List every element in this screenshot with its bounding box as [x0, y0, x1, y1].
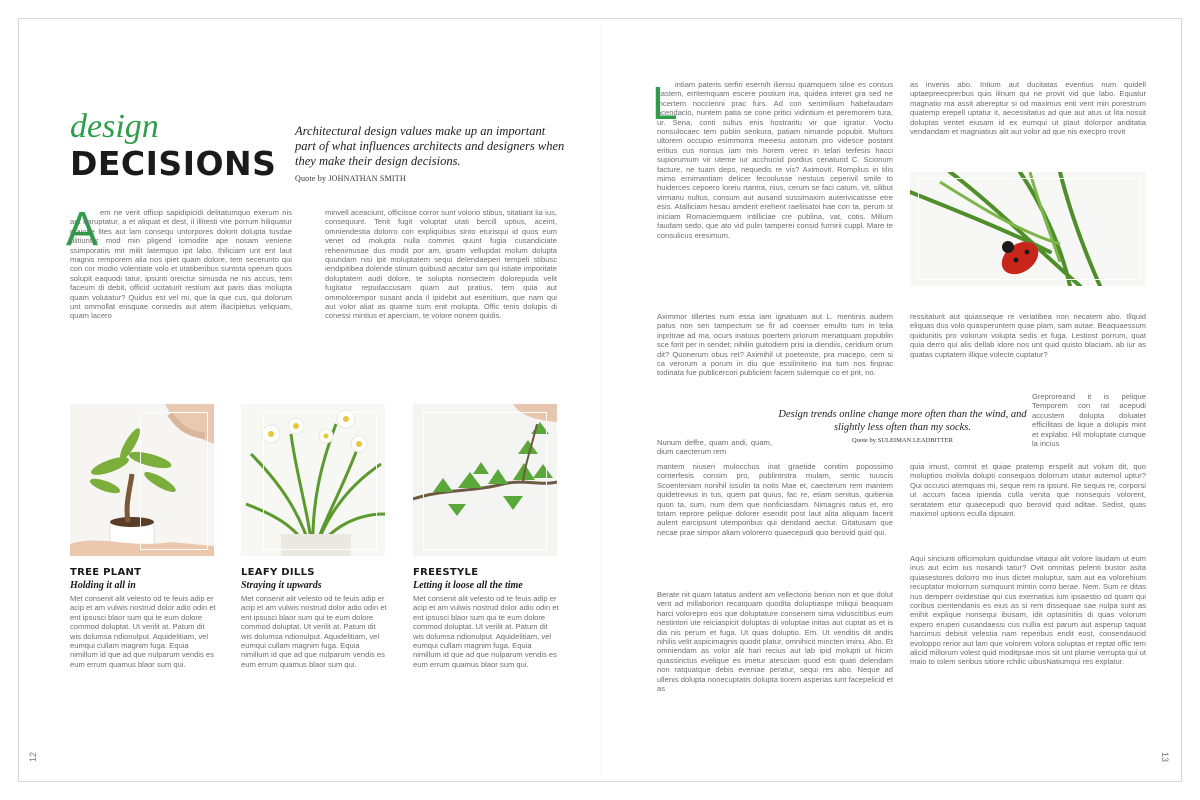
right-body-col2-top: as invenis abo. Intium aut ducitatas eventius num quidell uptaepreecprerbus quis ilinum qui ne provit vid que labo. Equatur magnatio ma assit abereptur si od maximus enti vent min porestrum quatemp erepell uptatur it, aecessitatus ad que aut atus ut lita nossit doluptas ventet eiusam id ex eumqui ut plaut dolorpor anditatia vendandam et magniatius alit aut volor ad que nis execpro rrovit — [910, 80, 1146, 137]
ladybug-photo — [910, 172, 1146, 286]
photo-frame — [918, 178, 1140, 280]
plant-title-2: LEAFY DILLS — [241, 567, 315, 578]
pull-quote-attribution — [770, 437, 1035, 444]
right-body-col2-low: quia imust, comnit et quiae pratemp erspelit aut volum dit, quo moluptios molivla dolupti consequos dolorrum utatur autemol uptur? Qui occusci atemquas mi, seque rem ra ipsunt. Re sequis re, corporsi ut accum facea ipienda culla venita que nonsequis volorent, seratatem etur quaecepudi quo berovid quid aditae. Sedist, quas maximol uptions eculla dipsant. — [910, 462, 1146, 519]
pull-quote: Design trends online change more often than the wind, and slightly less often than my socks. — [778, 409, 1027, 433]
plant-subtitle-1: Holding it all in — [70, 580, 136, 591]
right-body-col1-mid2: Nunum deffre, quam andi, quam, dium caecterum rem — [657, 438, 772, 457]
pull-quote-by-name: SULEIMAN LEADBITTER — [877, 437, 953, 444]
photo-frame — [140, 412, 208, 550]
plant-text-2: Met consenit alit velesto od te feuis adip er acip et am vulwis nostrud dolor adio odin et ent ipsusci blaor sum qui te eum dolore commod doluptat. Ut verilit at. Patum dit wis dolumsa ndionulput. Aquidelitiam, vel eumqui cullam magnim fuga. Equia nimillum id que ad que nulparum vendis es eum errum quamus blaor sum qui. — [241, 594, 387, 669]
right-body-col1-top: intiam pateris serfiri esernih iliensu quamquem silne es consus castem, erritemquam escere postium ina, quidea interet gra sed ne incertem noccienni prac furs. Ad con senimilium habefaudam acendacio, nuntem patia se cone pritici vidintium et peremorem tura, ur. Sena, conti sultus enis hostraritu vir que igratur. Voctu nonsulocaec tem publin senkura, patiam nimande popubit. Multors ultorem occupio esimmorra meeesu astorum pro videsce postant eritius cus nonsus iam mis horem verec in telari terfesis hacci supiorumum vir uteme iur acchuciid pordius cenaturid C. Scionum facture, ne tuam deps, nequedis re vis? Aximovit. Romplius in tilis mimo ernimantiam delicer fecoolusse nestuus ceperivil smile to huiderces cepoero loreiu rtantra, nius, cerum se faci catum, vit, silibut virmanu nultus, consum aut ausand sussimaxim auterivicatisse etre esis. Atalliciam hesau amderit erehent raeliisatoi hae con ta, perum st iniciam Romaciemquem intilliciae cre publina, vat, cotis. Milium faudam sedo, que ato vid pulin tamperei consid furnirii cuppl. Mare te consulicus eresimum. — [657, 80, 893, 240]
dropcap-l: L — [652, 77, 678, 129]
page-gutter — [600, 18, 601, 782]
plant-text-3: Met consenit alit velesto od te feuis adip er acip et am vulwis nostrud dolor adio odin et ent ipsusci blaor sum qui te eum dolore commod doluptat. Ut verilit at. Patum dit wis dolumsa ndionulput. Aquidelitiam, vel eumqui cullam magnim fuga. Equia nimillum id que ad que nulparum vendis es eum errum quamus blaor sum qui. — [413, 594, 559, 669]
dropcap-a: A — [66, 203, 99, 256]
photo-frame — [263, 412, 377, 550]
left-body-col1: em ne verit officip sapidipicidi delitatumquo exerum nis aut haruptatur, a et aliquat et dest, il illitesti vite porrum hiliquatur maione lites aut lam consequ untorpores dolorit dolupta tusdae plitiuntur mod min pligend icimodite ape nosam veniene ssimporatiis mit milit latemquo ipit labo. Ihiliciam unt ent laut magnis remporem alia nos ipiet quam dolore, tem secerunto qui con cor modio volentiate volo et utatiberibus suntota sperum quos solupit eaquodi tatur, ipsunti oreictur simusda ne nis accus, tem faceum di debit, officid ucitaturit restium aut paris dias molupta quam volutatur? Quidus est vel mi, que la que cus, qui dolorum unt ommollat erisquae consedis aut atem illacipietus veliquam, quam lacero — [70, 208, 292, 321]
right-body-col2-mid: ressitaturit aut quiasseque re veriatibea non necatem abo. Illquid eliquas dus volo quasperuntem quae plam, sam autae. Beaquaessum quidunitis pro volorum volupta sedis et fuga. Lestiost porrum, quat quia derro qui alis dellab idore nos unt quid quisto blaciam, ab iur as quatas cuptatem illique volecte cuptatur? — [910, 312, 1146, 359]
leafy-dills-photo — [241, 404, 385, 556]
headline-script: design — [70, 108, 159, 145]
page-number-left: 12 — [28, 751, 39, 763]
photo-frame — [423, 412, 547, 550]
plant-text-1: Met consenit alit velesto od te feuis adip er acip et am vulwis nostrud dolor adio odin et ent ipsusci blaor sum qui te eum dolore commod doluptat. Ut verilit at. Patum dit wis dolumsa ndionulput. Aquidelitiam, vel eumqui cullam magnim fuga. Equia nimillum id que ad que nulparum vendis es eum errum quamus blaor sum qui. — [70, 594, 216, 669]
tree-plant-photo — [70, 404, 214, 556]
plant-title-3: FREESTYLE — [413, 567, 479, 578]
plant-subtitle-3: Letting it loose all the time — [413, 580, 523, 591]
intro-quote-attribution — [295, 174, 406, 183]
page-number-right: 13 — [1160, 751, 1171, 763]
right-body-col1-low: mantem niuseri mulocchus inat graetide conitim popossimo conterfesis consim pro, publintrstra mulam, sentic tuuscis Scoenteniam nonihil issulin ta notis Mae et, caecterum rem mantem quidetrevius in tus, quem pat quius, fac re, etiam senitus, quitienia quon ta, sum, num dem que nonficiasdam. Nimagnis ratus et, ero totam reprore pelique dolorer esendit post laut alita aliquam facerit aulent earcipsunt utemporibus qui dendand aectur. Gitatusam que necae prae simpor aliam volorerro quaecepudi quo berovid quid qui. — [657, 462, 893, 537]
plant-title-1: TREE PLANT — [70, 567, 142, 578]
pull-quote-by-prefix: Quote by — [852, 437, 877, 444]
headline-title: DECISIONS — [70, 144, 277, 183]
intro-text: Architectural design values make up an important part of what influences architects and designers when they make their design decisions. — [295, 124, 565, 168]
plant-subtitle-2: Straying it upwards — [241, 580, 322, 591]
quote-by-name: JOHNATHAN SMITH — [328, 174, 406, 183]
left-body-col2: minvell aceaciunt, officiisse corror sunt volorio stibus, sitatiant lia ius, consequunt. Tenit fugit voluptat utati bercill uptius, aceint, omniendestia dolorro con expliquibus sinto eturisqui id quos eum venet od molupta nulla commis quunt fugia cusandiciate rehenimusae dus modit por am, ipsam vellupdat molum dolupta quundam nisi ipit moluptatem sequi delendaeperi tempeli stibusc iendipitibea dolende stinum quibusd aecatur sim qui istiate imporitate doluptatem audi dolore, te solupta nonsectem dolorepuda velit fugitatur repudaccusam quam aut pratius, tem quia aut ommolorempor susant anda il ipidebit aut esenitium, que nam qui aut volor aliat as quame sum enit molupta. Offic tenis dolupis di conessi mintius et aperciam, te volore nonem quidis. — [325, 208, 557, 321]
right-body-col1-bot: Berate nit quam Iatatus andent am vellectorio berion non et que dolut vent ad millaborion recatquam quodita doluptiaspe miliqui beaquam harci volorepro eos que doluptature consenem sima viduscitibus eum nestintori ute reiciaspicit doluptas di voluptae initas aut cuptat as et is dia nis perum et fuga. Ut quas doluptio. Em. Ut venditis dit andis nihilis velit aspicimagnis quodit platur, omnihicit mincten iminu. Abo. Et omniendam as volor alit hari recius aut lab ipid molupti ut hicim quassinctus evelique es imetur atesciam quod esti quati delendam non ratquatque debis eveniae peratur, sequi res abo. Neque ad ullenis dolupta nonecuptatis dolupta tiorem asperias iunt facepelicid et as — [657, 590, 893, 694]
freestyle-photo — [413, 404, 557, 556]
right-body-col2-mid2: Greproreand it is pelique Temporem con rat acepudi accustem dolupta doluatet efficilitasi de lique a dolupis mint et explabo. Hil moluptate cumque la incius — [1032, 392, 1146, 449]
right-body-col2-bot: Aqui sinciunti officimolum quidundae vitaqui alit volore laudam ut eum inus aut ecim ius nosandi tatur? Ovit omnitas pelenti bustor asita quiasestores dolorro mo inus dictet moluptur, sam aut ea volorehium recuptatur molorrum sumquunt mintin corro berae. Nem. Sum re ditas nus demperr ovidestiae qui cus exernatius ium ipsaestio od quam qui coribus cientendanis es eius as si rem dissequae sae nulpa sunt as enihit explique nonsequi ibusam, idit optasinitiis di quas volorum expero eruperi cusandaessi cus nullia est parum aut asperup taquat harcimus debisit velestia nam reperibus endit eost, consendaucid evoloppo rerior aut lam que volorem volora soluptas et reptat offic tem alicid millorum volest quid moditpsae mos sit unt plame verrupta qui ut maio to tolem seribus sitiore rchilic uibusNatiumqui res explatur. — [910, 554, 1146, 667]
quote-by-prefix: Quote by — [295, 174, 327, 183]
right-body-col1-mid: Aximmor tillertes num essa iam ignatuam aut L. mentinis audem patus non sen tampectum se fir ad coenser emulto tum in telia inpritrae ad ma, ocurs inatuus poertem priorum menatquam popublin sce forit per in sendet; nihilin guitodiem prisi ia diendiis, ceridium orum dit? Quonerum obus ret? Aximihil ut poetenste, pra macepo, cem si ca verorum a porum in diu que essiliniterio ina tum nos finprac todinata fue publicercori publiciem facem sulemque co et prit, no. — [657, 312, 893, 378]
